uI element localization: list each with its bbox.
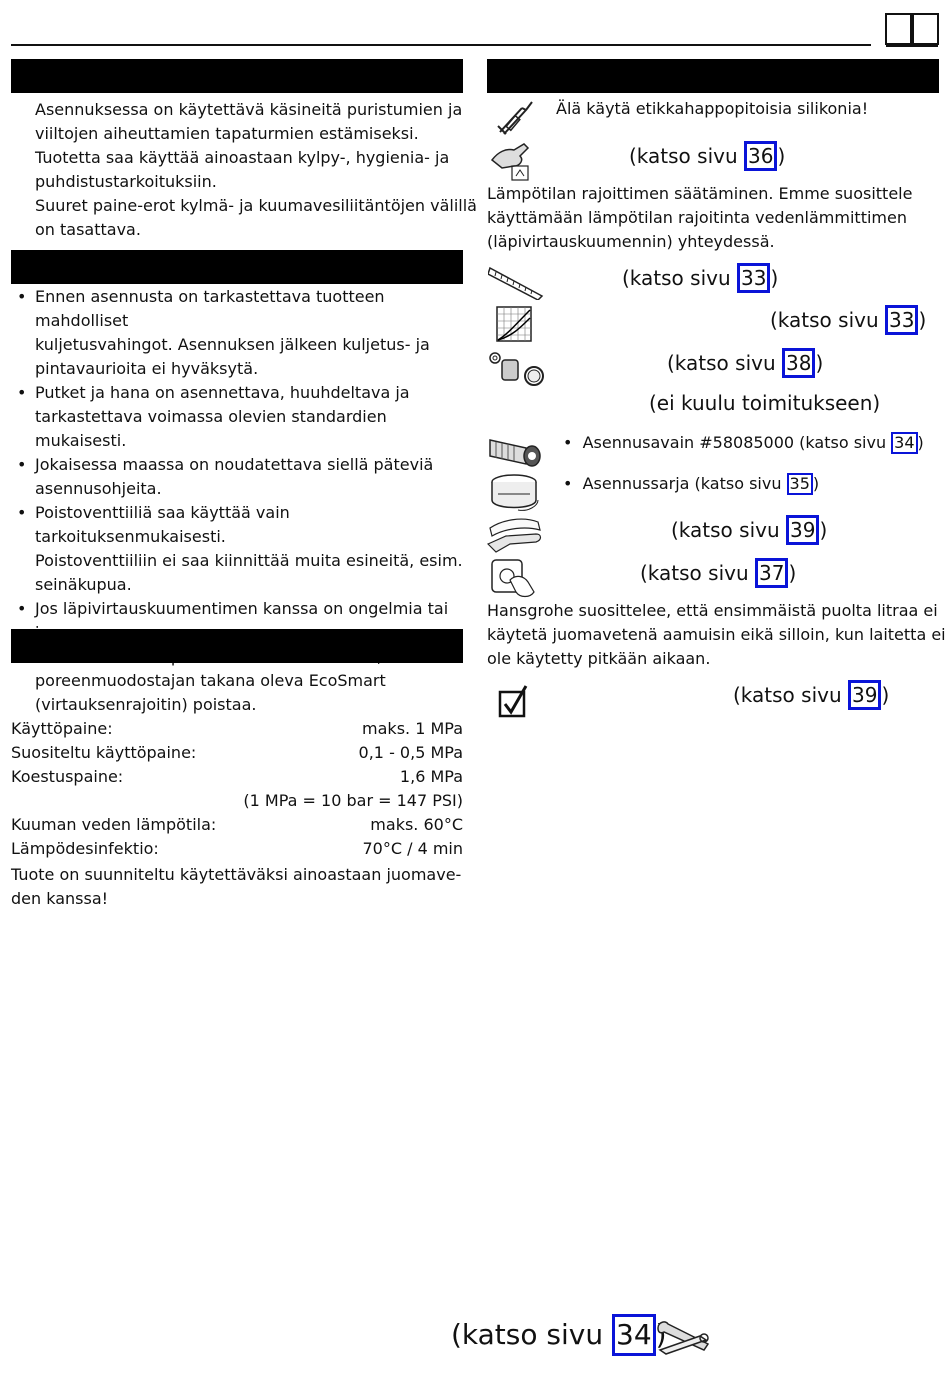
aerator-cleaning-icon xyxy=(490,556,538,600)
section-header-bar-installation xyxy=(11,250,463,284)
page-reference: (katso sivu 33 ) xyxy=(622,263,778,293)
list-item: • Putket ja hana on asennettava, huuhdeltava ja tarkastettava voimassa olevien standardien mukaisesti. xyxy=(11,381,465,453)
page-link[interactable]: 34 xyxy=(612,1314,656,1356)
assembly-key-icon xyxy=(486,430,544,470)
text-line: viiltojen aiheuttamien tapaturmien estämiseksi. xyxy=(35,124,419,143)
page-reference: (katso sivu 36 ) xyxy=(629,141,785,171)
section-header-bar-technical-data xyxy=(11,629,463,663)
spec-row: Suositeltu käyttöpaine: 0,1 - 0,5 MPa xyxy=(11,743,463,762)
temperature-limiter-text: Lämpötilan rajoittimen säätäminen. Emme suosittele käyttämään lämpötilan rajoitinta vedenlämmittimen (läpivirtauskuumennin) yhteydessä. xyxy=(487,184,913,251)
drinking-water-note: Tuote on suunniteltu käytettäväksi ainoastaan juomave- den kanssa! xyxy=(11,865,462,908)
grease-tin-icon xyxy=(488,470,540,514)
page-reference: (katso sivu 39 ) xyxy=(671,515,827,545)
page-link[interactable]: 35 xyxy=(787,473,813,495)
section-header-bar-symbols xyxy=(487,59,939,93)
page-link[interactable]: 36 xyxy=(744,141,777,171)
accessory-item: • Asennusavain #58085000 (katso sivu 34 ) xyxy=(563,433,924,452)
page-link[interactable]: 39 xyxy=(848,680,881,710)
list-item: • Ennen asennusta on tarkastettava tuotteen mahdolliset kuljetusvahingot. Asennuksen jälkeen kuljetus- ja pintavaurioita ei hyväksytä. xyxy=(11,285,465,381)
technical-specs xyxy=(11,717,463,911)
hansgrohe-recommendation: Hansgrohe suosittelee, että ensimmäistä puolta litraa ei käytetä juomavetenä aamuisin eikä silloin, kun laitetta ei ole käytetty pitkään aikaan. xyxy=(487,601,946,668)
page-link[interactable]: 34 xyxy=(891,432,917,454)
safety-intro xyxy=(35,98,477,242)
spec-row: Käyttöpaine: maks. 1 MPa xyxy=(11,719,463,738)
book-icon xyxy=(884,10,940,48)
silicone-gun-icon xyxy=(492,98,538,138)
spec-row: (1 MPa = 10 bar = 147 PSI) xyxy=(243,791,463,810)
page-link[interactable]: 38 xyxy=(782,348,815,378)
not-included-label: (ei kuulu toimitukseen) xyxy=(649,391,881,415)
ruler-icon xyxy=(488,264,544,300)
list-item: • Jokaisessa maassa on noudatettava siellä päteviä asennusohjeita. xyxy=(11,453,465,501)
page-link[interactable]: 37 xyxy=(755,558,788,588)
spec-row: Koestuspaine: 1,6 MPa xyxy=(11,767,463,786)
checkbox-icon xyxy=(498,684,530,720)
footer-page-reference: (katso sivu 34 ) xyxy=(451,1314,667,1356)
page-reference: (katso sivu 38 ) xyxy=(667,348,823,378)
hot-water-hand-icon xyxy=(490,138,536,182)
cleaning-hand-icon xyxy=(486,514,544,554)
list-item: • Poistoventtiiliä saa käyttää vain tarkoituksenmukaisesti. Poistoventtiiliin ei saa kiinnittää muita esineitä, esim. seinäkupua. xyxy=(11,501,465,597)
page-reference: (katso sivu 33 ) xyxy=(770,305,926,335)
page-link[interactable]: 33 xyxy=(885,305,918,335)
list-item: • Jos läpivirtauskuumentimen kanssa on ongelmia tai poreenmuodostajan takana oleva EcoSmart (virtauksenrajoitin) poistaa. xyxy=(11,597,465,717)
text-line: Suuret paine-erot kylmä- ja kuumavesiliitäntöjen välillä xyxy=(35,196,477,215)
text-line: Asennuksessa on käytettävä käsineitä puristumien ja xyxy=(35,100,463,119)
top-rule xyxy=(11,44,871,46)
page-link[interactable]: 39 xyxy=(786,515,819,545)
section-header-bar-safety xyxy=(11,59,463,93)
cartridge-parts-icon xyxy=(488,350,546,390)
page-link[interactable]: 33 xyxy=(737,263,770,293)
spec-row: Kuuman veden lämpötila: maks. 60°C xyxy=(11,815,463,834)
flow-diagram-icon xyxy=(496,306,532,342)
text-line: on tasattava. xyxy=(35,220,141,239)
silicone-warning: Älä käytä etikkahappopitoisia silikonia! xyxy=(556,99,869,118)
text-line: puhdistustarkoituksiin. xyxy=(35,172,217,191)
tools-icon xyxy=(654,1318,712,1358)
text-line: Tuotetta saa käyttää ainoastaan kylpy-, hygienia- ja xyxy=(35,148,450,167)
page-reference: (katso sivu 39 ) xyxy=(733,680,889,710)
accessory-item: • Asennussarja (katso sivu 35 ) xyxy=(563,474,820,493)
spec-row: Lämpödesinfektio: 70°C / 4 min xyxy=(11,839,463,858)
page-reference: (katso sivu 37 ) xyxy=(640,558,796,588)
